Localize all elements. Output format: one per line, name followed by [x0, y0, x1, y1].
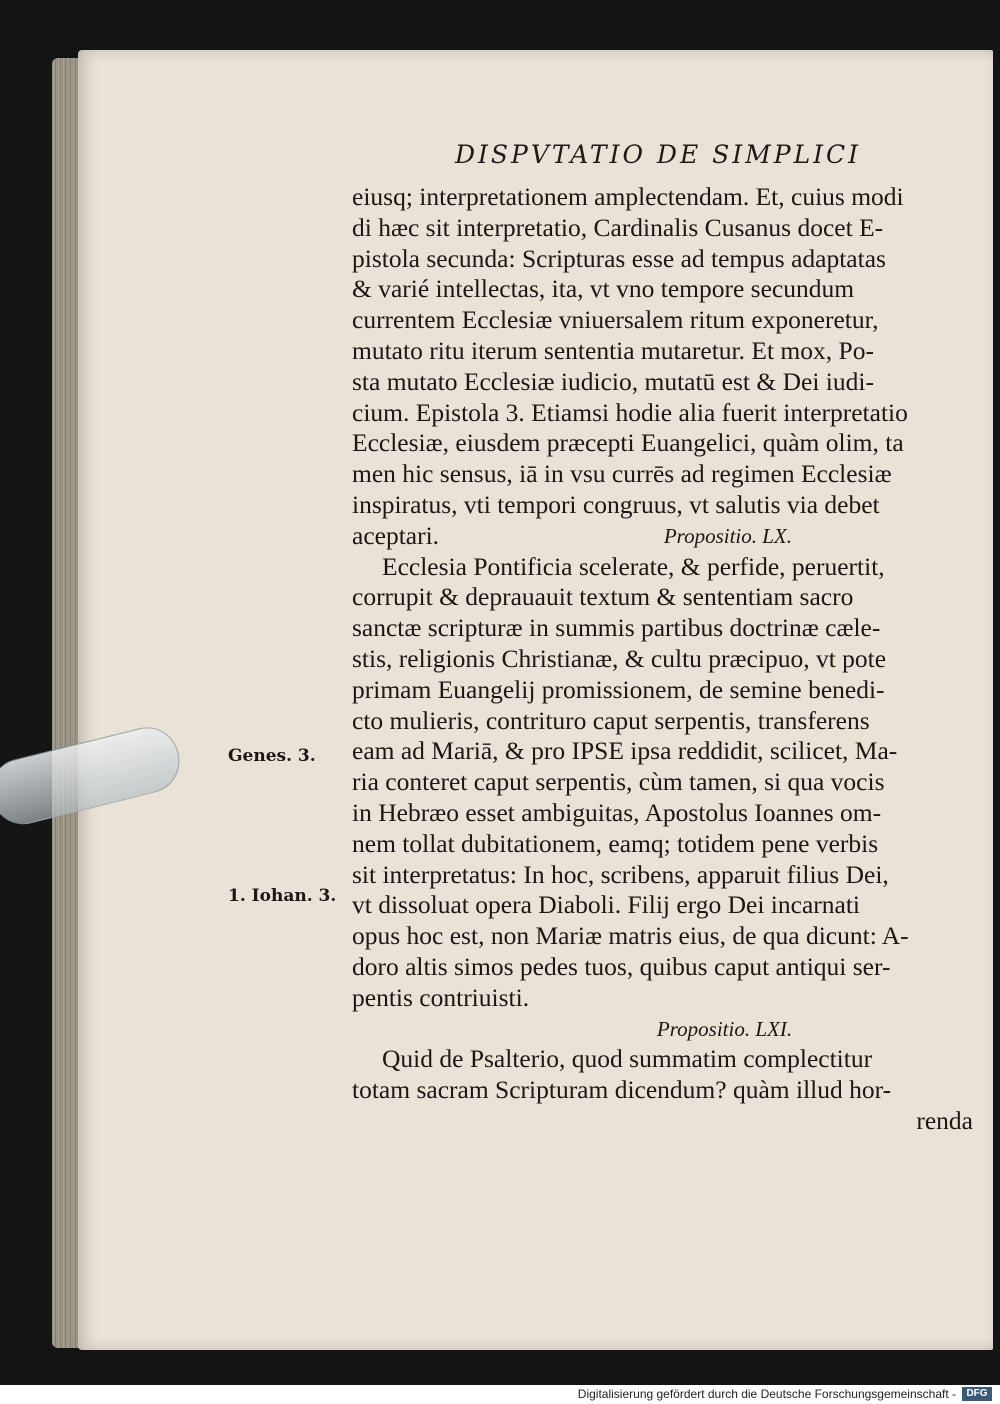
text-line: totam sacram Scripturam dicendum? quàm illud hor- [352, 1075, 892, 1105]
text-line: eiusq; interpretationem amplectendam. Et, cuius modi [352, 182, 904, 211]
footer-credit: Digitalisierung gefördert durch die Deutsche Forschungsgemeinschaft - [577, 1387, 956, 1401]
body-text [352, 182, 977, 1137]
text-line: & varié intellectas, ita, vt vno tempore secundum [352, 274, 855, 304]
text-line: stis, religionis Christianæ, & cultu præcipuo, vt pote [352, 643, 887, 673]
text-line: corrupit & deprauauit textum & sententiam sacro [352, 582, 854, 612]
text-line-end: aceptari. [352, 520, 440, 550]
text-line: cium. Epistola 3. Etiamsi hodie alia fuerit interpretatio [352, 397, 908, 427]
text-line: doro altis simos pedes tuos, quibus caput antiqui ser- [352, 951, 891, 981]
text-line: in Hebræo esset ambiguitas, Apostolus Ioannes om- [352, 797, 882, 827]
text-line: mutato ritu iterum sententia mutaretur. Et mox, Po- [352, 335, 874, 365]
text-line: Ecclesiæ, eiusdem præcepti Euangelici, quàm olim, ta [352, 428, 904, 458]
dfg-logo: DFG [962, 1387, 992, 1401]
margin-note-john: 1. Iohan. 3. [228, 886, 337, 906]
text-line: cto mulieris, contrituro caput serpentis, transferens [352, 705, 870, 735]
text-line: sta mutato Ecclesiæ iudicio, mutatū est & Dei iudi- [352, 366, 874, 396]
text-line: inspiratus, vti tempori congruus, vt salutis via debet [352, 489, 880, 519]
text-line: men hic sensus, iā in vsu currēs ad regimen Ecclesiæ [352, 459, 892, 489]
text-line: eam ad Mariā, & pro IPSE ipsa reddidit, scilicet, Ma- [352, 736, 898, 766]
text-line: currentem Ecclesiæ vniuersalem ritum exponeretur, [352, 305, 879, 335]
catchword: renda [916, 1105, 973, 1135]
margin-note-genesis: Genes. 3. [228, 746, 316, 766]
running-head: DISPVTATIO DE SIMPLICI [455, 140, 862, 169]
text-line: primam Euangelij promissionem, de semine benedi- [352, 674, 885, 704]
text-line: Ecclesia Pontificia scelerate, & perfide, peruertit, [382, 551, 885, 581]
text-line: sit interpretatus: In hoc, scribens, apparuit filius Dei, [352, 859, 889, 889]
text-line: pistola secunda: Scripturas esse ad tempus adaptatas [352, 243, 886, 273]
text-line: vt dissoluat opera Diaboli. Filij ergo Dei incarnati [352, 890, 861, 920]
text-line: Quid de Psalterio, quod summatim complectitur [382, 1044, 873, 1074]
text-line: pentis contriuisti. [352, 982, 530, 1012]
text-line: sanctæ scripturæ in summis partibus doctrinæ cæle- [352, 613, 881, 643]
text-line-with-heading [352, 521, 792, 552]
text-line: nem tollat dubitationem, eamq; totidem pene verbis [352, 828, 879, 858]
proposition-heading-lxi: Propositio. LXI. [656, 1016, 793, 1041]
proposition-heading-lx: Propositio. LX. [663, 523, 792, 548]
text-line: di hæc sit interpretatio, Cardinalis Cusanus docet E- [352, 212, 884, 242]
text-line: opus hoc est, non Mariæ matris eius, de qua dicunt: A- [352, 921, 909, 951]
footer-bar [0, 1385, 1000, 1404]
text-line: ria conteret caput serpentis, cùm tamen, si qua vocis [352, 767, 885, 797]
